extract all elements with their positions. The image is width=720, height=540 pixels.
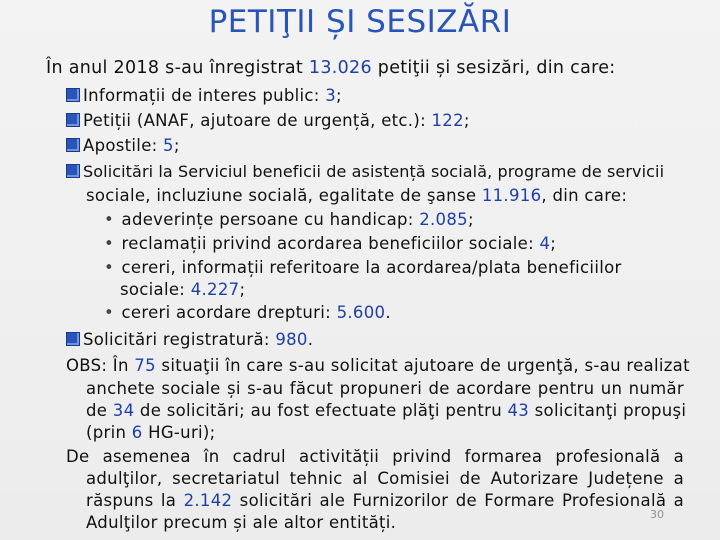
- obs-line1: OBS: În 75 situaţii în care s-au solicitat ajutoare de urgenţă, s-au realizat: [66, 356, 690, 375]
- list-item-solicitari-line2: sociale, incluziune socială, egalitate de şanse 11.916, din care:: [86, 186, 628, 205]
- dot-bullet-icon: •: [103, 303, 115, 322]
- dot-bullet-icon: •: [103, 234, 115, 253]
- obs-line3: de 34 de solicitări; au fost efectuate plăţi pentru 43 solicitanţi propuşi: [86, 401, 687, 420]
- dot-bullet-icon: •: [103, 258, 115, 277]
- sub-item-reclamatii: • reclamații privind acordarea beneficiilor sociale: 4;: [103, 234, 557, 253]
- list-item-petitii: Petiții (ANAF, ajutoare de urgență, etc.): 122;: [66, 111, 470, 130]
- sub-item-cereri-drepturi: • cereri acordare drepturi: 5.600.: [103, 303, 391, 322]
- list-item-solicitari-line1: Solicitări la Serviciul beneficii de asistență socială, programe de servicii: [66, 162, 664, 181]
- de-asemenea-line4: Adulţilor precum și ale altor entități.: [86, 513, 397, 532]
- de-asemenea-line1: De asemenea în cadrul activității privind formarea profesională a: [66, 447, 684, 466]
- checkbox-bullet-icon: [66, 138, 80, 152]
- dot-bullet-icon: •: [103, 210, 115, 229]
- list-item-apostile: Apostile: 5;: [66, 136, 180, 155]
- checkbox-bullet-icon: [66, 164, 80, 178]
- list-item-registratura: Solicitări registratură: 980.: [66, 330, 313, 349]
- page-number: 30: [650, 508, 664, 521]
- checkbox-bullet-icon: [66, 88, 80, 102]
- obs-line4: (prin 6 HG-uri);: [86, 423, 216, 442]
- sub-item-cereri-informatii-line1: • cereri, informații referitoare la acordarea/plata beneficiilor: [103, 258, 622, 277]
- obs-line2: anchete sociale și s-au făcut propuneri de acordare pentru un număr: [86, 379, 684, 398]
- checkbox-bullet-icon: [66, 113, 80, 127]
- slide-title: PETIŢII ȘI SESIZĂRI: [208, 4, 512, 40]
- checkbox-bullet-icon: [66, 332, 80, 346]
- sub-item-cereri-informatii-line2: sociale: 4.227;: [120, 280, 246, 299]
- list-item-info-publica: Informații de interes public: 3;: [66, 86, 342, 105]
- de-asemenea-line2: adulţilor, secretariatul tehnic al Comisiei de Autorizare Județene a: [86, 469, 684, 488]
- de-asemenea-line3: răspuns la 2.142 solicitări ale Furnizorilor de Formare Profesională a: [86, 491, 684, 510]
- sub-item-adeverinte: • adeverințe persoane cu handicap: 2.085;: [103, 210, 474, 229]
- intro-line: În anul 2018 s-au înregistrat 13.026 petiţii și sesizări, din care:: [46, 58, 616, 78]
